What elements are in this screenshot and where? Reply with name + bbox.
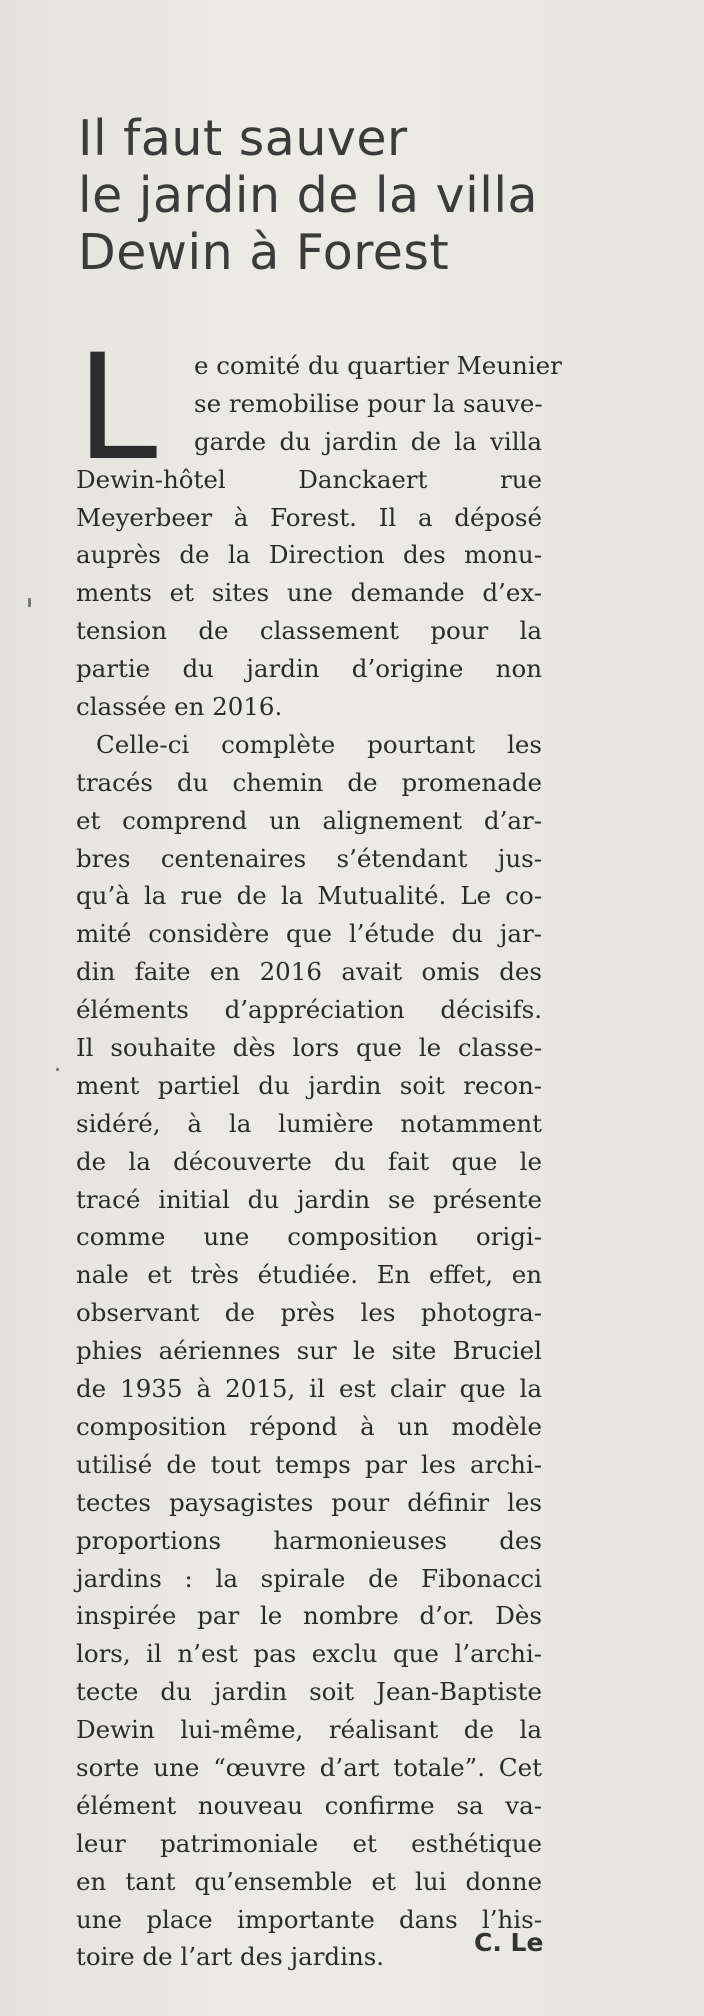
drop-cap: L [76, 323, 158, 493]
article-line: garde du jardin de la villa [194, 426, 542, 456]
article-headline [78, 110, 638, 281]
article-body [76, 323, 562, 1976]
article-line: lors, il n’est pas exclu que l’archi- [76, 1639, 542, 1669]
article-line: Celle-ci complète pourtant les [96, 729, 542, 759]
article-line: tracé initial du jardin se présente [76, 1184, 542, 1214]
article-line: jardins : la spirale de Fibonacci [76, 1563, 542, 1593]
article-line: tecte du jardin soit Jean-Baptiste [76, 1677, 542, 1707]
article-line: Il souhaite dès lors que le classe- [76, 1033, 542, 1063]
article-line: ment partiel du jardin soit recon- [76, 1070, 542, 1100]
headline-line: Il faut sauver [78, 110, 408, 167]
article-line: qu’à la rue de la Mutualité. Le co- [76, 881, 542, 911]
article-line: de 1935 à 2015, il est clair que la [76, 1374, 542, 1404]
article-line: toire de l’art des jardins. [76, 1942, 385, 1972]
article-line: proportions harmonieuses des [76, 1525, 542, 1555]
article-line: Meyerbeer à Forest. Il a déposé [76, 502, 542, 532]
article-line: mité considère que l’étude du jar- [76, 919, 542, 949]
article-line: Dewin-hôtel Danckaert rue [76, 464, 542, 494]
article-line: tectes paysagistes pour définir les [76, 1487, 542, 1517]
article-line: inspirée par le nombre d’or. Dès [76, 1601, 542, 1631]
article-line: tracés du chemin de promenade [76, 767, 542, 797]
article-line: leur patrimoniale et esthétique [76, 1828, 542, 1858]
article-line: sorte une “œuvre d’art totale”. Cet [76, 1752, 542, 1782]
headline-line: Dewin à Forest [78, 224, 450, 281]
article-line: et comprend un alignement d’ar- [76, 805, 542, 835]
article-line: composition répond à un modèle [76, 1411, 542, 1441]
article-line: sidéré, à la lumière notamment [76, 1108, 542, 1138]
article-line: nale et très étudiée. En effet, en [76, 1260, 542, 1290]
article-line: partie du jardin d’origine non [76, 654, 542, 684]
article-line: éléments d’appréciation décisifs. [76, 995, 542, 1025]
article-line: bres centenaires s’étendant jus- [76, 843, 542, 873]
article-line: ments et sites une demande d’ex- [76, 578, 542, 608]
article-line: phies aériennes sur le site Bruciel [76, 1336, 542, 1366]
article-line: din faite en 2016 avait omis des [76, 957, 542, 987]
article-line: observant de près les photogra- [76, 1298, 542, 1328]
article-line: comme une composition origi- [76, 1222, 542, 1252]
article-line: classée en 2016. [76, 692, 283, 722]
article-line: e comité du quartier Meunier [194, 351, 562, 380]
paper-speck [56, 1068, 59, 1071]
article-line: élément nouveau confirme sa va- [76, 1790, 542, 1820]
article-line: se remobilise pour la sauve- [194, 388, 543, 418]
article-line: Dewin lui-même, réalisant de la [76, 1715, 542, 1745]
article-line: auprès de la Direction des monu- [76, 540, 542, 570]
headline-line: le jardin de la villa [78, 167, 539, 224]
article-line: en tant qu’ensemble et lui donne [76, 1866, 542, 1896]
author-signature: C. Le [474, 1928, 544, 1957]
article-line: de la découverte du fait que le [76, 1146, 542, 1176]
article-line: tension de classement pour la [76, 616, 542, 646]
article-line: utilisé de tout temps par les archi- [76, 1449, 542, 1479]
paper-speck [28, 598, 31, 607]
article-line: une place importante dans l’his- [76, 1904, 542, 1934]
